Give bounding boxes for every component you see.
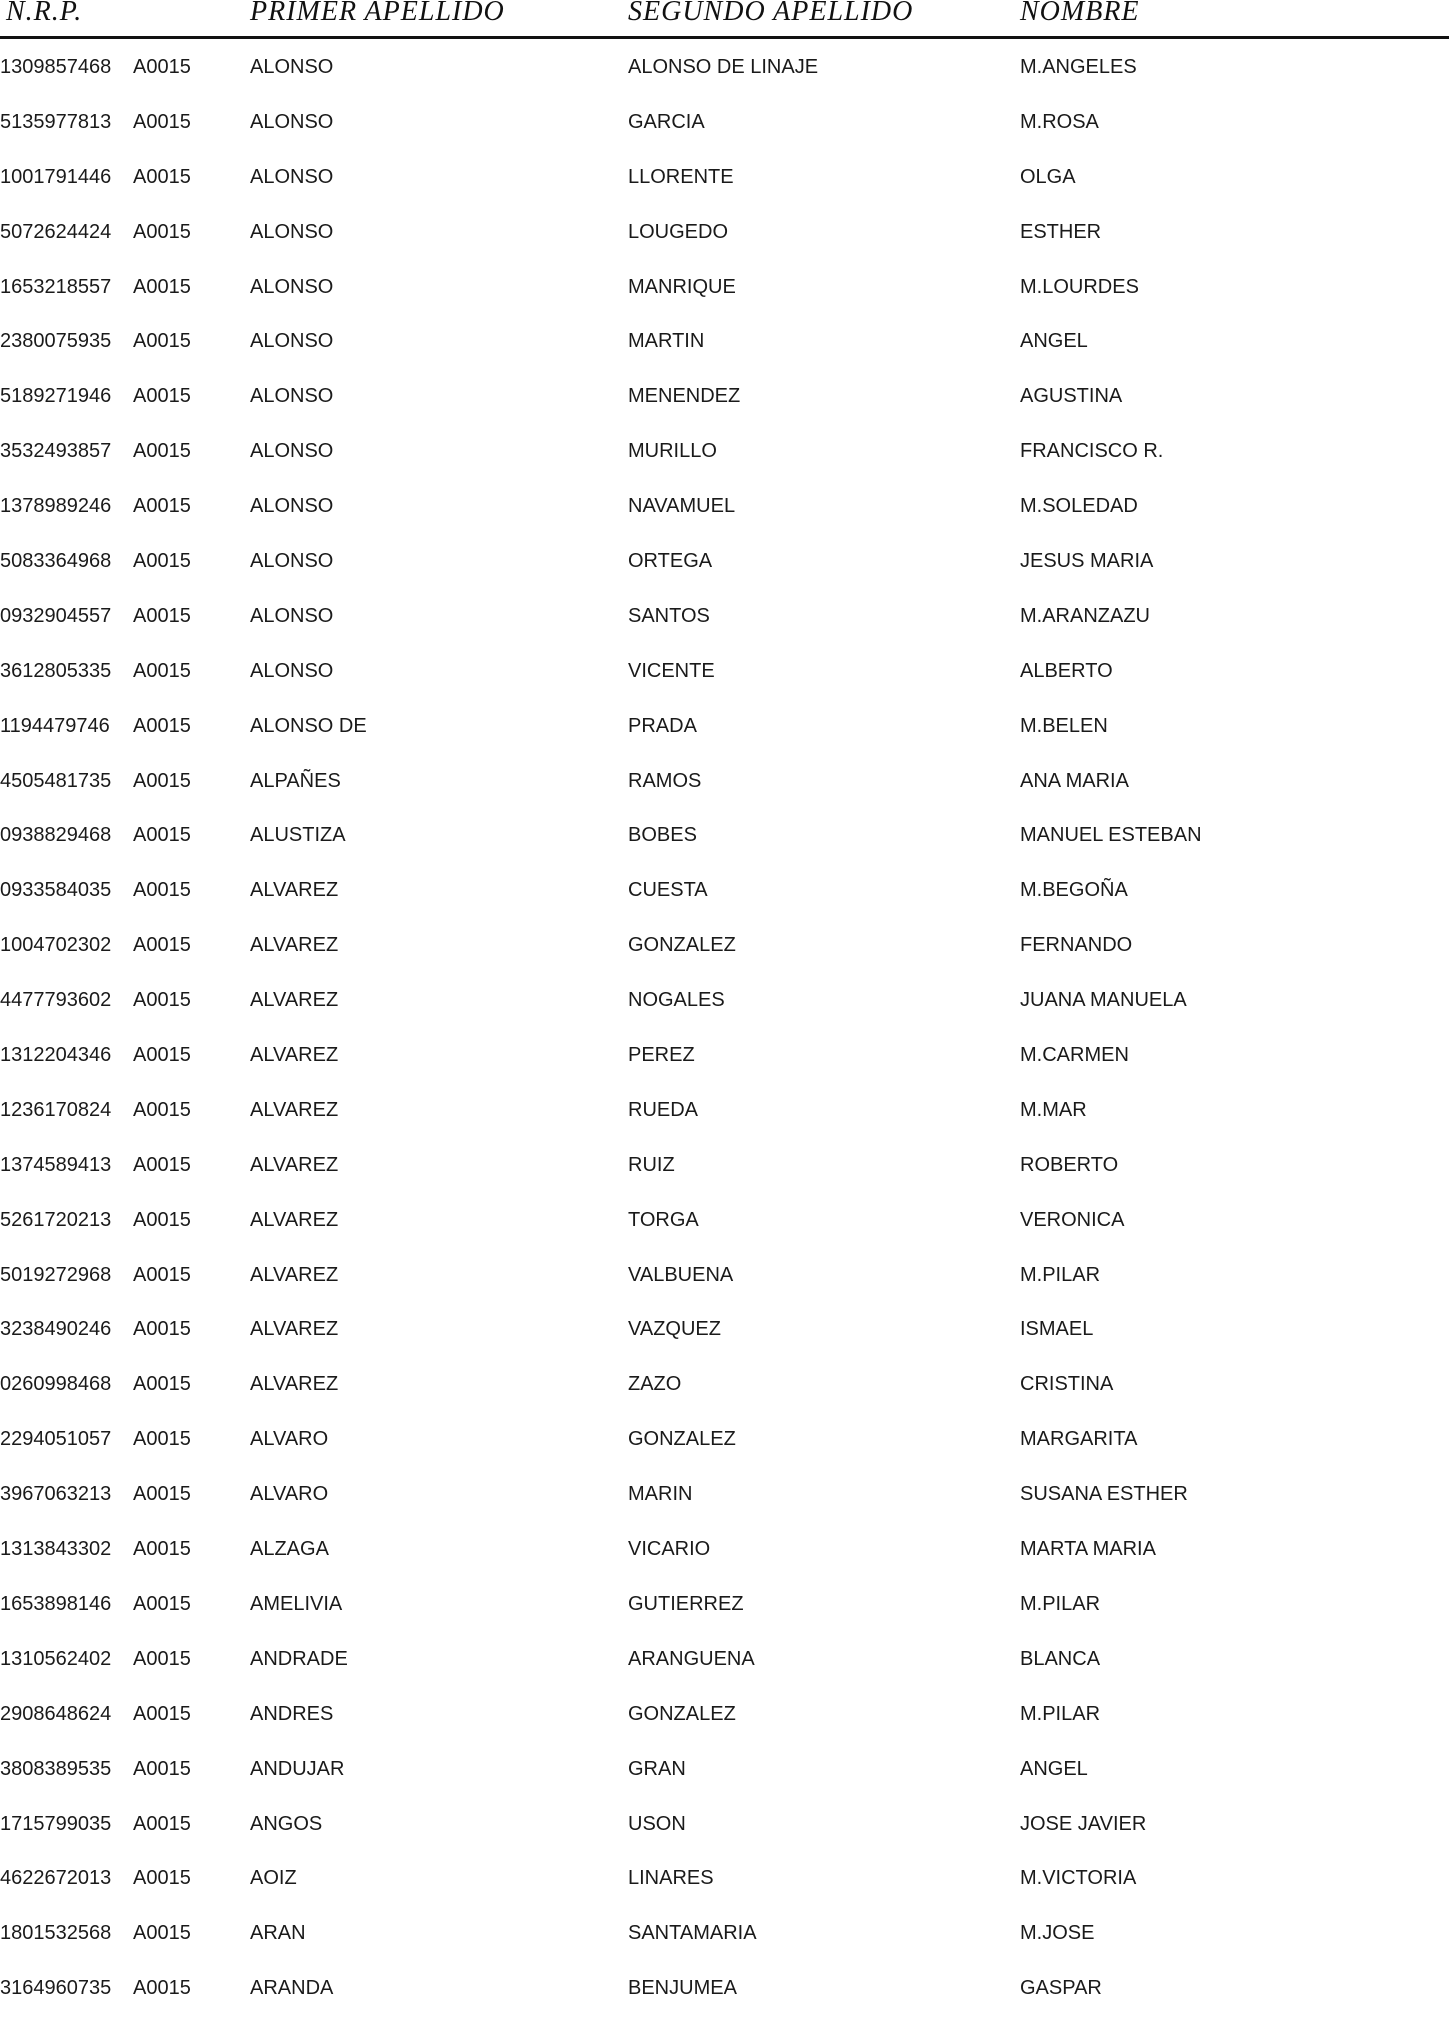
table-row bbox=[0, 758, 1449, 813]
primer-apellido-cell: ANDRES bbox=[250, 1702, 334, 1725]
code-cell: A0015 bbox=[133, 330, 191, 353]
nrp-cell: 1313843302 bbox=[0, 1538, 112, 1561]
nombre-cell: ALBERTO bbox=[1020, 659, 1113, 682]
nombre-cell: ANGEL bbox=[1020, 330, 1088, 353]
nrp-cell: 3612805335 bbox=[0, 659, 112, 682]
segundo-apellido-cell: GONZALEZ bbox=[628, 1702, 736, 1725]
table-row bbox=[0, 44, 1449, 99]
table-body bbox=[0, 44, 1449, 2020]
table-row bbox=[0, 428, 1449, 483]
nrp-cell: 3238490246 bbox=[0, 1318, 112, 1341]
nombre-cell: SUSANA ESTHER bbox=[1020, 1483, 1188, 1506]
segundo-apellido-cell: MARTIN bbox=[628, 330, 705, 353]
code-cell: A0015 bbox=[133, 659, 191, 682]
primer-apellido-cell: ALVAREZ bbox=[250, 879, 339, 902]
code-cell: A0015 bbox=[133, 1483, 191, 1506]
table-row bbox=[0, 209, 1449, 264]
nrp-cell: 1653218557 bbox=[0, 275, 112, 298]
code-cell: A0015 bbox=[133, 1098, 191, 1121]
primer-apellido-cell: ANDUJAR bbox=[250, 1757, 345, 1780]
primer-apellido-cell: ALONSO bbox=[250, 110, 334, 133]
nombre-cell: M.BELEN bbox=[1020, 714, 1108, 737]
table-row bbox=[0, 648, 1449, 703]
nrp-cell: 5189271946 bbox=[0, 385, 112, 408]
segundo-apellido-cell: CUESTA bbox=[628, 879, 708, 902]
primer-apellido-cell: ALVAREZ bbox=[250, 1208, 339, 1231]
nrp-cell: 1194479746 bbox=[0, 714, 110, 737]
segundo-apellido-cell: TORGA bbox=[628, 1208, 699, 1231]
nrp-cell: 3164960735 bbox=[0, 1977, 112, 2000]
code-cell: A0015 bbox=[133, 110, 191, 133]
nrp-cell: 2294051057 bbox=[0, 1428, 112, 1451]
table-row bbox=[0, 373, 1449, 428]
nombre-cell: M.LOURDES bbox=[1020, 275, 1139, 298]
segundo-apellido-cell: GARCIA bbox=[628, 110, 705, 133]
nombre-cell: FERNANDO bbox=[1020, 934, 1133, 957]
code-cell: A0015 bbox=[133, 1702, 191, 1725]
primer-apellido-cell: ALVAREZ bbox=[250, 1044, 339, 1067]
nombre-cell: MARGARITA bbox=[1020, 1428, 1138, 1451]
code-cell: A0015 bbox=[133, 1208, 191, 1231]
segundo-apellido-cell: VICARIO bbox=[628, 1538, 711, 1561]
table-row bbox=[0, 593, 1449, 648]
header-nombre: NOMBRE bbox=[1020, 0, 1140, 27]
primer-apellido-cell: ALVAREZ bbox=[250, 989, 339, 1012]
nrp-cell: 5072624424 bbox=[0, 220, 112, 243]
code-cell: A0015 bbox=[133, 604, 191, 627]
primer-apellido-cell: ALONSO bbox=[250, 550, 334, 573]
table-row bbox=[0, 99, 1449, 154]
primer-apellido-cell: ALPAÑES bbox=[250, 769, 341, 792]
code-cell: A0015 bbox=[133, 1263, 191, 1286]
nombre-cell: CRISTINA bbox=[1020, 1373, 1114, 1396]
code-cell: A0015 bbox=[133, 1757, 191, 1780]
table-row bbox=[0, 1910, 1449, 1965]
code-cell: A0015 bbox=[133, 714, 191, 737]
segundo-apellido-cell: ZAZO bbox=[628, 1373, 682, 1396]
primer-apellido-cell: ALONSO bbox=[250, 330, 334, 353]
segundo-apellido-cell: NAVAMUEL bbox=[628, 495, 736, 518]
nombre-cell: M.ARANZAZU bbox=[1020, 604, 1150, 627]
segundo-apellido-cell: VICENTE bbox=[628, 659, 715, 682]
code-cell: A0015 bbox=[133, 1044, 191, 1067]
segundo-apellido-cell: RUEDA bbox=[628, 1098, 699, 1121]
code-cell: A0015 bbox=[133, 1428, 191, 1451]
primer-apellido-cell: ALONSO bbox=[250, 385, 334, 408]
primer-apellido-cell: ALONSO bbox=[250, 659, 334, 682]
nrp-cell: 3808389535 bbox=[0, 1757, 112, 1780]
nombre-cell: M.VICTORIA bbox=[1020, 1867, 1137, 1890]
nrp-cell: 1310562402 bbox=[0, 1647, 112, 1670]
primer-apellido-cell: ALVAREZ bbox=[250, 1373, 339, 1396]
header-segundo-apellido: SEGUNDO APELLIDO bbox=[628, 0, 914, 27]
code-cell: A0015 bbox=[133, 165, 191, 188]
nrp-cell: 1004702302 bbox=[0, 934, 112, 957]
table-row bbox=[0, 1361, 1449, 1416]
nrp-cell: 1653898146 bbox=[0, 1592, 112, 1615]
primer-apellido-cell: AOIZ bbox=[250, 1867, 297, 1890]
code-cell: A0015 bbox=[133, 385, 191, 408]
nrp-cell: 0932904557 bbox=[0, 604, 112, 627]
primer-apellido-cell: ALVAREZ bbox=[250, 1318, 339, 1341]
primer-apellido-cell: ALONSO DE bbox=[250, 714, 367, 737]
segundo-apellido-cell: ARANGUENA bbox=[628, 1647, 755, 1670]
primer-apellido-cell: ALONSO bbox=[250, 220, 334, 243]
nombre-cell: M.CARMEN bbox=[1020, 1044, 1129, 1067]
nrp-cell: 1715799035 bbox=[0, 1812, 112, 1835]
segundo-apellido-cell: GRAN bbox=[628, 1757, 686, 1780]
primer-apellido-cell: ALVAREZ bbox=[250, 1098, 339, 1121]
code-cell: A0015 bbox=[133, 769, 191, 792]
code-cell: A0015 bbox=[133, 1867, 191, 1890]
segundo-apellido-cell: LINARES bbox=[628, 1867, 714, 1890]
nombre-cell: GASPAR bbox=[1020, 1977, 1102, 2000]
nrp-cell: 0260998468 bbox=[0, 1373, 112, 1396]
segundo-apellido-cell: MARIN bbox=[628, 1483, 693, 1506]
table-row bbox=[0, 1746, 1449, 1801]
table-row bbox=[0, 703, 1449, 758]
code-cell: A0015 bbox=[133, 440, 191, 463]
code-cell: A0015 bbox=[133, 934, 191, 957]
primer-apellido-cell: ALONSO bbox=[250, 604, 334, 627]
header-rule bbox=[0, 36, 1449, 39]
nrp-cell: 4505481735 bbox=[0, 769, 112, 792]
nombre-cell: VERONICA bbox=[1020, 1208, 1125, 1231]
primer-apellido-cell: ALVARO bbox=[250, 1483, 329, 1506]
code-cell: A0015 bbox=[133, 1318, 191, 1341]
nrp-cell: 1378989246 bbox=[0, 495, 112, 518]
segundo-apellido-cell: VALBUENA bbox=[628, 1263, 734, 1286]
segundo-apellido-cell: GUTIERREZ bbox=[628, 1592, 744, 1615]
code-cell: A0015 bbox=[133, 220, 191, 243]
nrp-cell: 5019272968 bbox=[0, 1263, 112, 1286]
segundo-apellido-cell: GONZALEZ bbox=[628, 1428, 736, 1451]
nrp-cell: 1801532568 bbox=[0, 1922, 112, 1945]
code-cell: A0015 bbox=[133, 1592, 191, 1615]
nombre-cell: M.ROSA bbox=[1020, 110, 1099, 133]
table-row bbox=[0, 1581, 1449, 1636]
table-row bbox=[0, 264, 1449, 319]
code-cell: A0015 bbox=[133, 1812, 191, 1835]
nrp-cell: 1001791446 bbox=[0, 165, 112, 188]
table-row bbox=[0, 1197, 1449, 1252]
segundo-apellido-cell: LLORENTE bbox=[628, 165, 734, 188]
primer-apellido-cell: ALZAGA bbox=[250, 1538, 329, 1561]
code-cell: A0015 bbox=[133, 879, 191, 902]
nombre-cell: MARTA MARIA bbox=[1020, 1538, 1156, 1561]
nombre-cell: M.BEGOÑA bbox=[1020, 879, 1128, 902]
nrp-cell: 0933584035 bbox=[0, 879, 112, 902]
primer-apellido-cell: ALVAREZ bbox=[250, 934, 339, 957]
segundo-apellido-cell: GONZALEZ bbox=[628, 934, 736, 957]
table-row bbox=[0, 1252, 1449, 1307]
header-nrp: N.R.P. bbox=[6, 0, 83, 27]
segundo-apellido-cell: RAMOS bbox=[628, 769, 702, 792]
nombre-cell: MANUEL ESTEBAN bbox=[1020, 824, 1202, 847]
table-row bbox=[0, 1855, 1449, 1910]
table-row bbox=[0, 1471, 1449, 1526]
segundo-apellido-cell: ALONSO DE LINAJE bbox=[628, 56, 819, 78]
table-row bbox=[0, 1691, 1449, 1746]
segundo-apellido-cell: NOGALES bbox=[628, 989, 725, 1012]
code-cell: A0015 bbox=[133, 824, 191, 847]
nombre-cell: ANA MARIA bbox=[1020, 769, 1129, 792]
nombre-cell: ANGEL bbox=[1020, 1757, 1088, 1780]
header-primer-apellido: PRIMER APELLIDO bbox=[250, 0, 505, 27]
segundo-apellido-cell: PEREZ bbox=[628, 1044, 695, 1067]
nrp-cell: 0938829468 bbox=[0, 824, 112, 847]
primer-apellido-cell: ALVAREZ bbox=[250, 1153, 339, 1176]
table-row bbox=[0, 154, 1449, 209]
primer-apellido-cell: ARANDA bbox=[250, 1977, 334, 2000]
table-row bbox=[0, 1636, 1449, 1691]
nombre-cell: M.JOSE bbox=[1020, 1922, 1095, 1945]
nrp-cell: 3532493857 bbox=[0, 440, 112, 463]
primer-apellido-cell: ARAN bbox=[250, 1922, 306, 1945]
nrp-cell: 4477793602 bbox=[0, 989, 112, 1012]
nombre-cell: M.MAR bbox=[1020, 1098, 1087, 1121]
segundo-apellido-cell: SANTAMARIA bbox=[628, 1922, 757, 1945]
code-cell: A0015 bbox=[133, 1373, 191, 1396]
code-cell: A0015 bbox=[133, 275, 191, 298]
primer-apellido-cell: AMELIVIA bbox=[250, 1592, 343, 1615]
primer-apellido-cell: ANGOS bbox=[250, 1812, 323, 1835]
table-row bbox=[0, 1142, 1449, 1197]
table-row bbox=[0, 318, 1449, 373]
primer-apellido-cell: ALONSO bbox=[250, 495, 334, 518]
primer-apellido-cell: ALONSO bbox=[250, 165, 334, 188]
nombre-cell: M.PILAR bbox=[1020, 1592, 1101, 1615]
code-cell: A0015 bbox=[133, 989, 191, 1012]
segundo-apellido-cell: USON bbox=[628, 1812, 686, 1835]
table-row bbox=[0, 867, 1449, 922]
table-row bbox=[0, 1306, 1449, 1361]
nombre-cell: ESTHER bbox=[1020, 220, 1102, 243]
nombre-cell: JOSE JAVIER bbox=[1020, 1812, 1147, 1835]
table-row bbox=[0, 812, 1449, 867]
primer-apellido-cell: ALONSO bbox=[250, 56, 334, 78]
table-row bbox=[0, 1801, 1449, 1856]
primer-apellido-cell: ALVAREZ bbox=[250, 1263, 339, 1286]
segundo-apellido-cell: SANTOS bbox=[628, 604, 710, 627]
table-row bbox=[0, 1965, 1449, 2020]
code-cell: A0015 bbox=[133, 1153, 191, 1176]
code-cell: A0015 bbox=[133, 1647, 191, 1670]
code-cell: A0015 bbox=[133, 1977, 191, 2000]
nombre-cell: ISMAEL bbox=[1020, 1318, 1094, 1341]
table-row bbox=[0, 483, 1449, 538]
nrp-cell: 5083364968 bbox=[0, 550, 112, 573]
nombre-cell: JUANA MANUELA bbox=[1020, 989, 1187, 1012]
primer-apellido-cell: ALUSTIZA bbox=[250, 824, 346, 847]
nombre-cell: M.PILAR bbox=[1020, 1263, 1101, 1286]
primer-apellido-cell: ALONSO bbox=[250, 275, 334, 298]
nombre-cell: JESUS MARIA bbox=[1020, 550, 1154, 573]
nombre-cell: M.SOLEDAD bbox=[1020, 495, 1138, 518]
nombre-cell: M.ANGELES bbox=[1020, 56, 1137, 78]
code-cell: A0015 bbox=[133, 1922, 191, 1945]
segundo-apellido-cell: MURILLO bbox=[628, 440, 717, 463]
nombre-cell: BLANCA bbox=[1020, 1647, 1101, 1670]
nrp-cell: 1309857468 bbox=[0, 56, 112, 78]
table-row bbox=[0, 1416, 1449, 1471]
nombre-cell: OLGA bbox=[1020, 165, 1076, 188]
code-cell: A0015 bbox=[133, 550, 191, 573]
table-row bbox=[0, 1032, 1449, 1087]
table-row bbox=[0, 1087, 1449, 1142]
primer-apellido-cell: ALVARO bbox=[250, 1428, 329, 1451]
segundo-apellido-cell: MENENDEZ bbox=[628, 385, 741, 408]
nombre-cell: ROBERTO bbox=[1020, 1153, 1119, 1176]
segundo-apellido-cell: RUIZ bbox=[628, 1153, 675, 1176]
nrp-cell: 3967063213 bbox=[0, 1483, 112, 1506]
table-row bbox=[0, 1526, 1449, 1581]
segundo-apellido-cell: MANRIQUE bbox=[628, 275, 736, 298]
segundo-apellido-cell: LOUGEDO bbox=[628, 220, 729, 243]
table-row bbox=[0, 977, 1449, 1032]
primer-apellido-cell: ANDRADE bbox=[250, 1647, 348, 1670]
nrp-cell: 4622672013 bbox=[0, 1867, 112, 1890]
nrp-cell: 1236170824 bbox=[0, 1098, 112, 1121]
table-row bbox=[0, 538, 1449, 593]
nrp-cell: 1312204346 bbox=[0, 1044, 112, 1067]
segundo-apellido-cell: BENJUMEA bbox=[628, 1977, 737, 2000]
nombre-cell: FRANCISCO R. bbox=[1020, 440, 1164, 463]
nrp-cell: 5261720213 bbox=[0, 1208, 112, 1231]
code-cell: A0015 bbox=[133, 56, 191, 78]
segundo-apellido-cell: PRADA bbox=[628, 714, 697, 737]
segundo-apellido-cell: VAZQUEZ bbox=[628, 1318, 721, 1341]
segundo-apellido-cell: ORTEGA bbox=[628, 550, 713, 573]
nombre-cell: M.PILAR bbox=[1020, 1702, 1101, 1725]
nrp-cell: 1374589413 bbox=[0, 1153, 112, 1176]
segundo-apellido-cell: BOBES bbox=[628, 824, 697, 847]
table-row bbox=[0, 922, 1449, 977]
code-cell: A0015 bbox=[133, 1538, 191, 1561]
code-cell: A0015 bbox=[133, 495, 191, 518]
nrp-cell: 2380075935 bbox=[0, 330, 112, 353]
nrp-cell: 5135977813 bbox=[0, 110, 112, 133]
nombre-cell: AGUSTINA bbox=[1020, 385, 1123, 408]
nrp-cell: 2908648624 bbox=[0, 1702, 112, 1725]
primer-apellido-cell: ALONSO bbox=[250, 440, 334, 463]
table-header bbox=[0, 0, 1449, 40]
